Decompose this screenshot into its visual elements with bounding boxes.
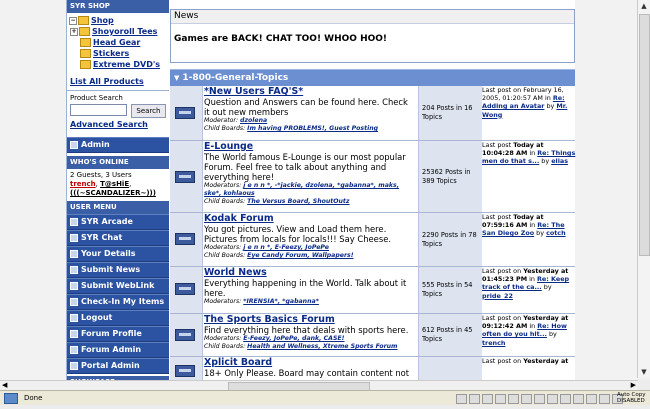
last-post: Last post on Yesterday at 01:45:23 PM in Re: Keep track of the ca... by pride_22 — [482, 267, 570, 300]
menu-label: Submit WebLink — [81, 281, 155, 290]
board-row — [170, 213, 575, 267]
extension-icon[interactable] — [573, 394, 584, 404]
bullet-icon — [70, 298, 78, 306]
child-boards[interactable]: Health and Wellness, Xtreme Sports Forum — [247, 343, 398, 350]
scroll-left-icon[interactable]: ◀ — [2, 381, 8, 389]
last-post-topic[interactable]: Re: How often do you hit... — [482, 322, 567, 339]
last-post: Last post on Yesterday at 09:12:42 AM in Re: How often do you hit... by trench — [482, 314, 569, 347]
board-description: Question and Answers can be found here. Check it out new members — [204, 97, 408, 117]
extension-icon[interactable] — [547, 394, 558, 404]
shop-header: SYR SHOP — [67, 0, 169, 13]
board-row — [170, 314, 575, 357]
board-description: The World famous E-Lounge is our most popular Forum. Feel free to talk about anything and everything here! — [204, 152, 406, 182]
menu-label: SYR Arcade — [81, 217, 133, 226]
post-count — [418, 357, 482, 380]
product-search — [67, 91, 169, 118]
status-bar — [0, 390, 650, 405]
menu-item-chat[interactable] — [67, 230, 169, 246]
list-all-products-link[interactable]: List All Products — [70, 77, 144, 86]
tree-item-tees[interactable] — [69, 26, 167, 37]
scroll-thumb[interactable] — [639, 14, 650, 256]
main-content — [169, 0, 575, 380]
board-row — [170, 141, 575, 213]
menu-label: Forum Admin — [81, 345, 142, 354]
extension-icon[interactable] — [586, 394, 597, 404]
zone-icon[interactable] — [495, 394, 506, 404]
bullet-icon — [70, 282, 78, 290]
board-status-icon — [170, 267, 203, 313]
last-post: Last post Today at 07:59:16 AM in Re: The San Diego Zoo by cotch — [482, 213, 566, 238]
board-title[interactable]: The Sports Basics Forum — [204, 314, 335, 325]
folder-icon — [78, 16, 89, 25]
moderators[interactable]: E-Feezy, JoPePe, dank, CASE! — [243, 335, 345, 342]
board-status-icon — [170, 141, 203, 212]
last-post-user[interactable]: elias — [551, 157, 569, 166]
last-post-topic[interactable]: Re: Adding an Avatar — [482, 94, 565, 111]
menu-label: SYR Chat — [81, 233, 123, 242]
tree-item-shop[interactable] — [69, 15, 167, 26]
advanced-search-wrap — [67, 118, 169, 131]
advanced-search-link[interactable]: Advanced Search — [70, 120, 148, 129]
post-count: 204 Posts in 16 Topics — [418, 86, 482, 140]
child-boards[interactable]: The Versus Board, ShoutOutz — [247, 198, 350, 205]
menu-item-submit-weblink[interactable] — [67, 278, 169, 294]
last-post: Last post on February 16, 2005, 01:20:57 AM in Re: Adding an Avatar by Mr. Wong — [482, 86, 568, 119]
board-status-icon — [170, 86, 203, 140]
last-post-user[interactable]: Mr. Wong — [482, 102, 568, 119]
tree-link-headgear[interactable]: Head Gear — [93, 38, 141, 47]
last-post-topic[interactable]: Re: The San Diego Zoo — [482, 221, 565, 238]
board-title[interactable]: World News — [204, 267, 267, 278]
user-menu — [67, 214, 169, 374]
menu-item-arcade[interactable] — [67, 214, 169, 230]
bullet-icon — [70, 141, 78, 149]
menu-label: Forum Profile — [81, 329, 142, 338]
board-description: You got pictures. View and Load them here. Pictures from locals for locals!!! Say Cheese. — [204, 224, 392, 244]
moderators[interactable]: dzolena — [240, 117, 268, 124]
search-input[interactable] — [70, 104, 127, 116]
menu-item-checkin[interactable] — [67, 294, 169, 310]
online-count: 2 Guests, 3 Users — [70, 171, 132, 179]
moderators-label: Moderators: — [204, 244, 242, 251]
news-body: Games are BACK! CHAT TOO! WHOO HOO! — [174, 34, 388, 44]
bullet-icon — [70, 362, 78, 370]
board-description: 18+ Only Please. Board may contain content not — [204, 368, 410, 378]
category-header[interactable] — [170, 69, 575, 86]
tree-item-headgear[interactable] — [69, 37, 167, 48]
menu-item-details[interactable] — [67, 246, 169, 262]
moderators-label: Moderators: — [204, 298, 242, 305]
security-icon[interactable] — [456, 394, 467, 404]
last-post-user[interactable]: trench — [482, 338, 506, 347]
menu-item-logout[interactable] — [67, 310, 169, 326]
online-user[interactable]: T@sHiE — [100, 180, 130, 188]
news-title: News — [171, 10, 574, 24]
left-gutter — [0, 0, 66, 380]
child-boards-label: Child Boards: — [204, 252, 246, 259]
cookie-icon[interactable] — [482, 394, 493, 404]
bullet-icon — [70, 346, 78, 354]
admin-button[interactable] — [67, 137, 169, 153]
extension-icon[interactable] — [508, 394, 519, 404]
board-row — [170, 357, 575, 380]
category-title: 1-800-General-Topics — [182, 73, 289, 83]
board-row — [170, 86, 575, 141]
search-button[interactable]: Search — [131, 104, 166, 118]
shop-tree — [67, 13, 169, 72]
post-count: 555 Posts in 54 Topics — [418, 267, 482, 313]
last-post: Last post on Yesterday at — [482, 357, 569, 365]
collapse-triangle-icon[interactable]: ▼ — [174, 74, 180, 82]
child-boards-label: Child Boards: — [204, 198, 246, 205]
menu-item-forum-admin[interactable] — [67, 342, 169, 358]
extension-icon[interactable] — [521, 394, 532, 404]
search-label: Product Search — [70, 94, 123, 102]
moderators-label: Moderators: — [204, 335, 242, 342]
menu-label: Portal Admin — [81, 361, 140, 370]
expand-icon[interactable]: + — [71, 27, 77, 35]
folder-icon — [79, 27, 90, 36]
collapse-icon[interactable]: − — [70, 16, 76, 24]
tree-item-dvds[interactable] — [69, 59, 167, 70]
extension-icon[interactable] — [534, 394, 545, 404]
folder-icon — [80, 60, 91, 69]
whos-online: 2 Guests, 3 Users trench, T@sHiE, (((~SCANDALIZER~))) — [67, 169, 169, 200]
sidebar — [66, 0, 170, 380]
moderators[interactable]: *IRENSIA*, *gabanna* — [243, 298, 319, 305]
scroll-down-icon[interactable]: ▼ — [641, 368, 647, 376]
tree-link-dvds[interactable]: Extreme DVD's — [93, 60, 161, 69]
last-post-topic[interactable]: Re: Keep track of the ca... — [482, 275, 570, 292]
child-boards-label: Child Boards: — [204, 125, 246, 132]
tree-link-shop[interactable]: Shop — [91, 16, 114, 25]
child-boards[interactable]: Eye Candy Forum, Wallpapers! — [247, 252, 354, 259]
page-icon — [4, 393, 18, 404]
board-status-icon — [170, 213, 203, 266]
board-row — [170, 267, 575, 314]
bullet-icon — [70, 218, 78, 226]
post-count: 2290 Posts in 78 Topics — [418, 213, 482, 266]
tree-item-stickers[interactable] — [69, 48, 167, 59]
child-boards-label: Child Boards: — [204, 343, 246, 350]
board-description: Find everything here that deals with sports here. — [204, 325, 409, 335]
board-title[interactable]: E-Lounge — [204, 141, 254, 152]
post-count: 25362 Posts in 389 Topics — [418, 141, 482, 212]
board-status-icon — [170, 357, 203, 380]
admin-label: Admin — [81, 140, 110, 149]
moderators[interactable]: j e n n *, -*jackie, dzolena, *gabanna*, maks, ske*, kohlaous — [204, 182, 400, 197]
bullet-icon — [70, 314, 78, 322]
user-menu-header: USER MENU — [67, 201, 169, 214]
moderators-label: Moderator: — [204, 117, 239, 124]
whos-online-header: WHO'S ONLINE — [67, 156, 169, 169]
bullet-icon — [70, 250, 78, 258]
last-post-topic[interactable]: Re: Things men do that s... — [482, 149, 576, 166]
menu-item-forum-profile[interactable] — [67, 326, 169, 342]
scroll-right-icon[interactable]: ▶ — [630, 381, 636, 389]
board-description: Everything happening in the World. Talk about it here. — [204, 278, 407, 298]
auto-copy-status[interactable]: Auto Copy DISABLED — [617, 392, 646, 404]
child-boards[interactable]: Im having PROBLEMS!, Guest Posting — [247, 125, 379, 132]
moderators[interactable]: j e n n *, E-Feezy, JoPePe — [243, 244, 329, 251]
folder-icon — [80, 49, 91, 58]
menu-label: Your Details — [81, 249, 136, 258]
bullet-icon — [70, 330, 78, 338]
tree-link-tees[interactable]: Shoyoroll Tees — [92, 27, 158, 36]
board-title[interactable]: *New Users FAQ'S* — [204, 86, 304, 97]
last-post-user[interactable]: cotch — [546, 229, 566, 238]
moderators-label: Moderators: — [204, 182, 242, 189]
board-status-icon — [170, 314, 203, 356]
menu-label: Logout — [81, 313, 113, 322]
menu-label: Check-In My Items — [81, 297, 165, 306]
online-user[interactable]: (((~SCANDALIZER~))) — [70, 189, 156, 197]
last-post: Last post Today at 10:04:28 AM in Re: Things men do that s... by elias — [482, 141, 576, 166]
post-count: 612 Posts in 45 Topics — [418, 314, 482, 356]
extension-icon[interactable] — [560, 394, 571, 404]
menu-item-submit-news[interactable] — [67, 262, 169, 278]
menu-label: Submit News — [81, 265, 141, 274]
extension-icon[interactable] — [599, 394, 610, 404]
right-gutter — [575, 0, 638, 380]
news-box — [170, 9, 575, 63]
list-all-products-link-wrap — [67, 75, 169, 88]
bullet-icon — [70, 266, 78, 274]
vertical-scrollbar[interactable] — [637, 0, 650, 378]
board-title[interactable]: Xplicit Board — [204, 357, 273, 368]
status-icons — [456, 394, 625, 409]
folder-icon — [80, 38, 91, 47]
board-title[interactable]: Kodak Forum — [204, 213, 274, 224]
status-text: Done — [24, 394, 43, 402]
tree-link-stickers[interactable]: Stickers — [93, 49, 130, 58]
online-user[interactable]: trench — [70, 180, 96, 188]
bullet-icon — [70, 234, 78, 242]
popup-icon[interactable] — [469, 394, 480, 404]
menu-item-portal-admin[interactable] — [67, 358, 169, 374]
scroll-up-icon[interactable]: ▲ — [641, 2, 647, 10]
last-post-user[interactable]: pride_22 — [482, 291, 513, 300]
